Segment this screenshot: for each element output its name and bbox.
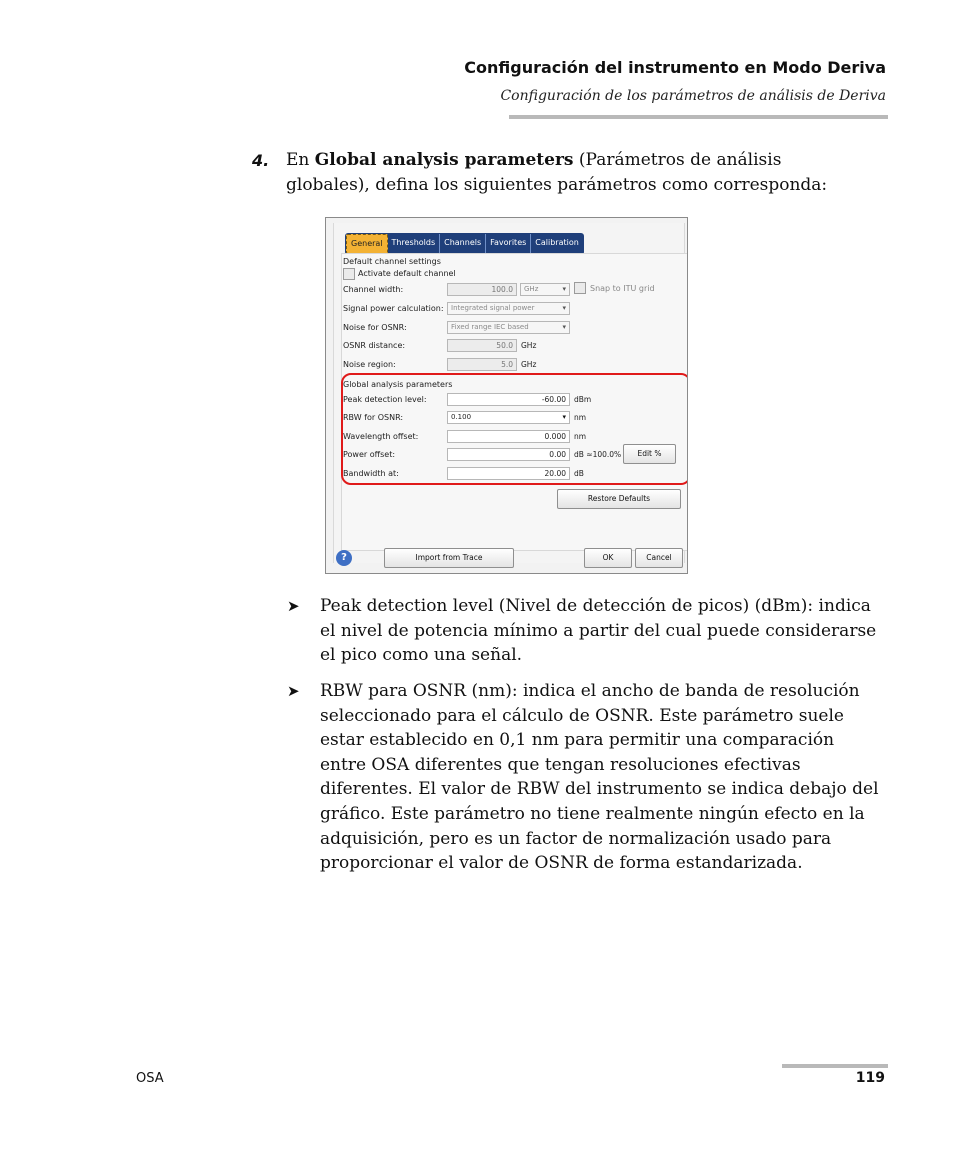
rbw-select[interactable] — [447, 411, 570, 424]
channel-width-unit-select[interactable] — [520, 283, 570, 296]
tab-channels[interactable]: Channels — [440, 234, 486, 254]
arrow-bullet-icon: ➤ — [287, 682, 300, 700]
signal-power-select[interactable] — [447, 302, 570, 315]
noise-osnr-select[interactable] — [447, 321, 570, 334]
osnr-distance-label: OSNR distance: — [343, 341, 406, 350]
snap-itu-label: Snap to ITU grid — [590, 284, 655, 293]
tab-bar — [345, 233, 584, 255]
edit-percent-button[interactable]: Edit % — [623, 444, 676, 464]
restore-defaults-button[interactable]: Restore Defaults — [557, 489, 681, 509]
noise-region-unit: GHz — [521, 360, 537, 369]
bullet-text: Peak detection level (Nivel de detección de picos) (dBm): indica el nivel de potencia mínimo a partir del cual puede considerarse el pico como una señal. — [320, 596, 877, 666]
chevron-down-icon: ▾ — [562, 304, 566, 312]
peak-detection-label: Peak detection level: — [343, 395, 427, 404]
ok-button[interactable]: OK — [584, 548, 632, 568]
arrow-bullet-icon: ➤ — [287, 597, 300, 615]
tab-favorites[interactable]: Favorites — [486, 234, 531, 254]
step-rest: (Parámetros de análisis globales), defina los siguientes parámetros como corresponda: — [286, 150, 828, 195]
header-rule — [509, 115, 888, 119]
bandwidth-at-field[interactable]: 20.00 — [447, 467, 570, 480]
wavelength-offset-label: Wavelength offset: — [343, 432, 419, 441]
bandwidth-at-unit: dB — [574, 469, 584, 478]
global-section-label: Global analysis parameters — [343, 380, 453, 389]
wavelength-offset-unit: nm — [574, 432, 587, 441]
chevron-down-icon: ▾ — [562, 323, 566, 331]
channel-width-label: Channel width: — [343, 285, 404, 294]
noise-osnr-value: Fixed range IEC based — [451, 323, 529, 331]
tab-calibration[interactable]: Calibration — [535, 238, 579, 247]
step-number: 4. — [252, 151, 270, 170]
rbw-label: RBW for OSNR: — [343, 413, 404, 422]
tab-general[interactable]: General — [346, 234, 388, 254]
bullet-text: RBW para OSNR (nm): indica el ancho de banda de resolución seleccionado para el cálculo de OSNR. Este parámetro suele estar establecido en 0,1 nm para permitir una comparación entre OSA diferentes que tengan resoluciones efectivas diferentes. El valor de RBW del instrumento se indica debajo del gráfico. Este parámetro no tiene realmente ningún efecto en la adquisición, pero es un factor de normalización usado para proporcionar el valor de OSNR de forma estandarizada. — [320, 681, 879, 874]
power-offset-label: Power offset: — [343, 450, 396, 459]
noise-osnr-label: Noise for OSNR: — [343, 323, 407, 332]
help-icon[interactable]: ? — [336, 550, 352, 566]
peak-detection-unit: dBm — [574, 395, 592, 404]
power-offset-unit: dB ≈100.0% — [574, 450, 622, 459]
tab-thresholds[interactable]: Thresholds — [388, 234, 441, 254]
signal-power-label: Signal power calculation: — [343, 304, 444, 313]
rbw-unit: nm — [574, 413, 587, 422]
page-header-title: Configuración del instrumento en Modo Deriva — [464, 58, 886, 77]
dialog-body — [333, 223, 685, 563]
chevron-down-icon: ▾ — [562, 285, 566, 293]
activate-default-label: Activate default channel — [358, 269, 456, 278]
bandwidth-at-label: Bandwidth at: — [343, 469, 399, 478]
snap-itu-checkbox[interactable] — [574, 282, 586, 294]
osnr-distance-field[interactable]: 50.0 — [447, 339, 517, 352]
chevron-down-icon: ▾ — [562, 413, 566, 421]
power-offset-field[interactable]: 0.00 — [447, 448, 570, 461]
step-text — [286, 148, 866, 198]
step-prefix: En — [286, 150, 315, 170]
activate-default-checkbox[interactable] — [343, 268, 355, 280]
peak-detection-field[interactable]: -60.00 — [447, 393, 570, 406]
rbw-value: 0.100 — [451, 413, 472, 421]
step-bold-term: Global analysis parameters — [314, 150, 574, 170]
signal-power-value: Integrated signal power — [451, 304, 535, 312]
noise-region-field[interactable]: 5.0 — [447, 358, 517, 371]
page-number: 119 — [855, 1070, 885, 1086]
footer-rule — [782, 1064, 888, 1068]
page-header-subtitle: Configuración de los parámetros de análisis de Deriva — [500, 88, 886, 104]
noise-region-label: Noise region: — [343, 360, 396, 369]
wavelength-offset-field[interactable]: 0.000 — [447, 430, 570, 443]
footer-product: OSA — [136, 1071, 164, 1086]
channel-width-field[interactable]: 100.0 — [447, 283, 517, 296]
import-from-trace-button[interactable]: Import from Trace — [384, 548, 514, 568]
cancel-button[interactable]: Cancel — [635, 548, 683, 568]
channel-width-unit: GHz — [524, 285, 539, 293]
settings-dialog — [325, 217, 688, 574]
osnr-distance-unit: GHz — [521, 341, 537, 350]
default-section-label: Default channel settings — [343, 257, 441, 266]
